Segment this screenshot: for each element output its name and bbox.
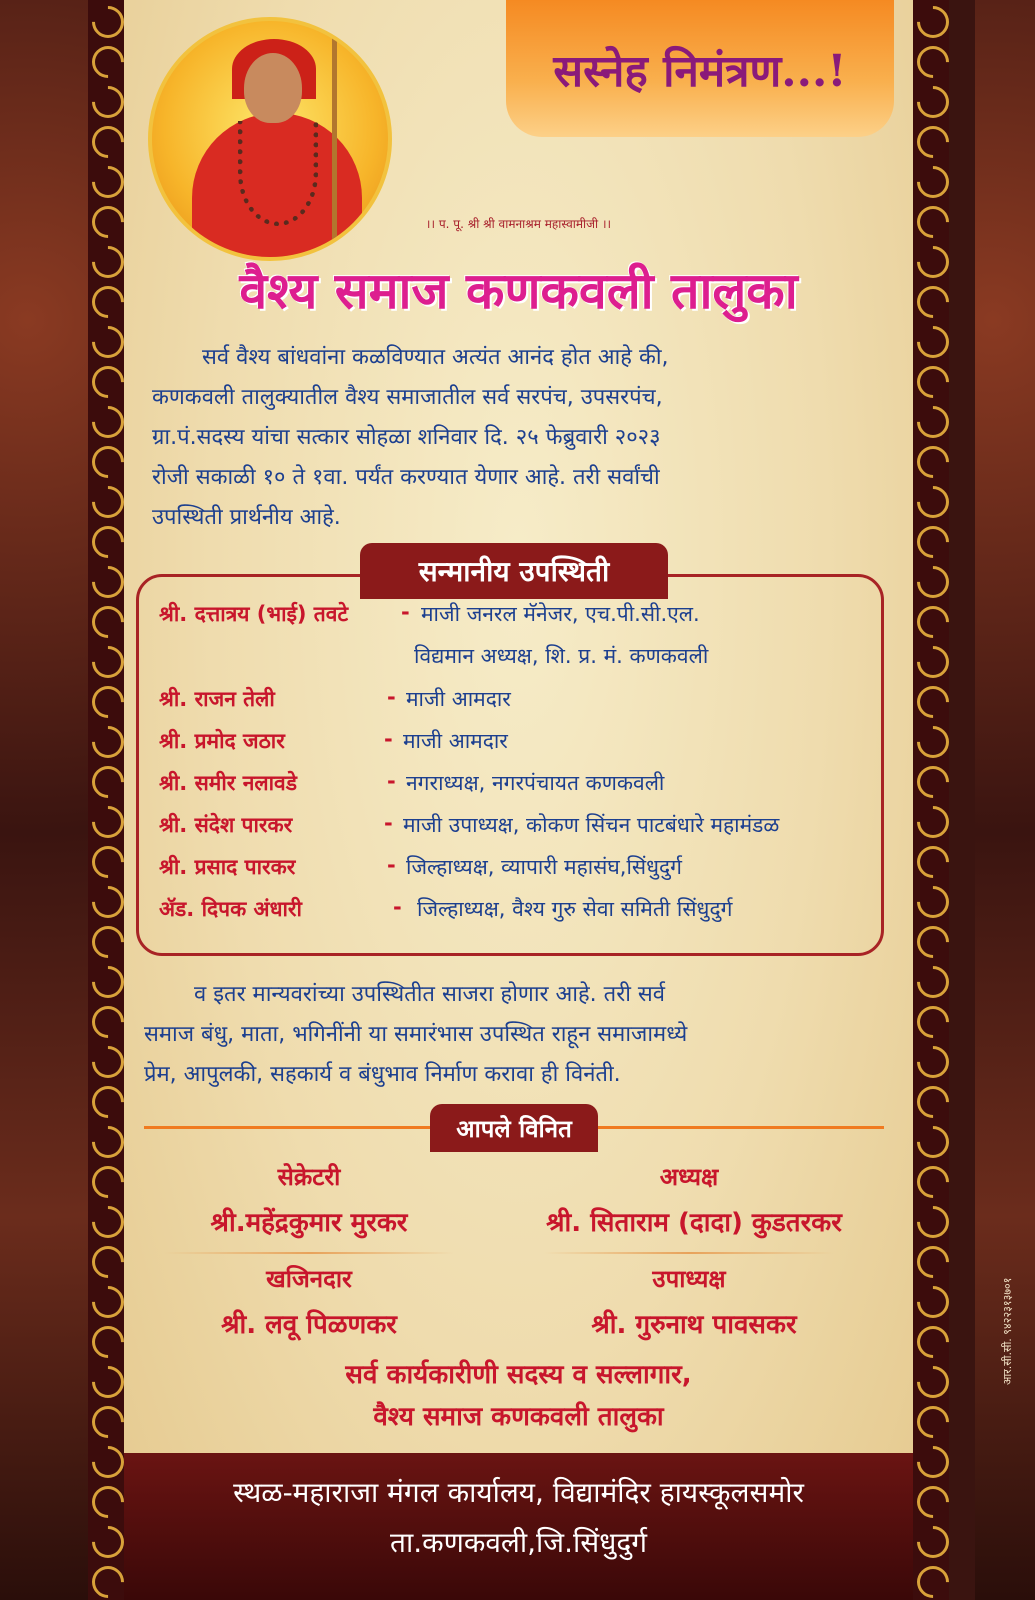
ornament-swirl [88, 279, 124, 324]
treasurer-name: श्री. लवू पिळणकर [221, 1310, 397, 1340]
intro-line: कणकवली तालुक्यातील वैश्य समाजातील सर्व सरपंच, उपसरपंच, [152, 385, 663, 410]
outro-line: प्रेम, आपुलकी, सहकार्य व बंधुभाव निर्माण करावा ही विनंती. [144, 1062, 621, 1087]
org-line: वैश्य समाज कणकवली तालुका [373, 1402, 664, 1432]
regards-heading: आपले विनित [430, 1104, 598, 1152]
ornament-swirl [913, 159, 949, 204]
guest-role: जिल्हाध्यक्ष, वैश्य गुरु सेवा समिती सिंधुदुर्ग [417, 897, 733, 921]
guest-row [159, 853, 889, 893]
ornament-swirl [88, 1559, 124, 1600]
ornament-swirl [913, 399, 949, 444]
invitation-card [124, 0, 913, 1600]
ornament-swirl [913, 1519, 949, 1564]
outro-line: समाज बंधु, माता, भगिनींनी या समारंभास उपस्थित राहून समाजामध्ये [144, 1022, 688, 1047]
divider [164, 1252, 454, 1254]
ornament-swirl [913, 719, 949, 764]
ornament-swirl [913, 879, 949, 924]
ornament-swirl [88, 1119, 124, 1164]
ornament-swirl [88, 799, 124, 844]
intro-line: रोजी सकाळी १० ते १वा. पर्यंत करण्यात येणार आहे. तरी सर्वांची [152, 465, 660, 490]
ornament-swirl [913, 79, 949, 124]
ornament-swirl [88, 439, 124, 484]
guest-dash: - [387, 685, 396, 709]
guest-row [159, 600, 889, 640]
ornament-swirl [913, 1199, 949, 1244]
venue-line: स्थळ-महाराजा मंगल कार्यालय, विद्यामंदिर हायस्कूलसमोर [233, 1476, 804, 1509]
guest-role: माजी आमदार [406, 687, 511, 711]
org-line: सर्व कार्यकारीणी सदस्य व सल्लागार, [345, 1360, 692, 1390]
left-texture [0, 0, 90, 1600]
guest-row-continued [159, 642, 889, 682]
page-title: वैश्य समाज कणकवली तालुका [239, 261, 798, 320]
ornament-swirl [913, 279, 949, 324]
ornament-swirl [913, 479, 949, 524]
ornament-swirl [88, 239, 124, 284]
ornament-swirl [913, 1079, 949, 1124]
guest-role: जिल्हाध्यक्ष, व्यापारी महासंघ,सिंधुदुर्ग [406, 855, 682, 879]
guest-dash: - [387, 769, 396, 793]
ornament-swirl [88, 559, 124, 604]
ornament-swirl [913, 639, 949, 684]
guest-name: श्री. संदेश पारकर [159, 813, 293, 837]
ornament-swirl [88, 919, 124, 964]
guest-role: माजी आमदार [403, 729, 508, 753]
ornament-swirl [913, 679, 949, 724]
secretary-name: श्री.महेंद्रकुमार मुरकर [210, 1208, 408, 1238]
intro-line: उपस्थिती प्रार्थनीय आहे. [152, 505, 341, 530]
face-shape [244, 53, 302, 123]
ornament-swirl [88, 1079, 124, 1124]
ornament-swirl [913, 1559, 949, 1600]
guest-name: ॲड. दिपक अंधारी [159, 897, 302, 921]
venue-banner [124, 1453, 913, 1600]
ornament-swirl [88, 719, 124, 764]
guest-row [159, 727, 889, 767]
ornament-swirl [913, 519, 949, 564]
ornament-swirl [88, 519, 124, 564]
ornament-swirl [913, 919, 949, 964]
ornament-swirl [88, 1159, 124, 1204]
guest-role: विद्यमान अध्यक्ष, शि. प्र. मं. कणकवली [414, 644, 709, 668]
ornament-swirl [88, 999, 124, 1044]
ornament-swirl [88, 1039, 124, 1084]
right-band [949, 0, 975, 1600]
divider-left [144, 1126, 434, 1129]
guest-name: श्री. प्रसाद पारकर [159, 855, 296, 879]
guest-row [159, 895, 889, 935]
treasurer-role: खजिनदार [266, 1265, 352, 1293]
ornament-swirl [88, 959, 124, 1004]
ornament-swirl [913, 1159, 949, 1204]
president-role: अध्यक्ष [659, 1163, 719, 1191]
guest-name: श्री. प्रमोद जठार [159, 729, 285, 753]
guest-dash: - [401, 600, 410, 624]
ornament-swirl [913, 1319, 949, 1364]
guest-dash: - [384, 727, 393, 751]
intro-paragraph [152, 338, 887, 538]
ornament-swirl [88, 1399, 124, 1444]
guest-row [159, 685, 889, 725]
ornament-swirl [88, 1279, 124, 1324]
president-name: श्री. सिताराम (दादा) कुडतरकर [546, 1208, 842, 1238]
ornament-swirl [88, 159, 124, 204]
ornament-swirl [88, 839, 124, 884]
guest-role: नगराध्यक्ष, नगरपंचायत कणकवली [406, 771, 665, 795]
ornament-swirl [913, 1279, 949, 1324]
vp-name: श्री. गुरुनाथ पावसकर [591, 1310, 797, 1340]
guests-heading: सन्मानीय उपस्थिती [360, 543, 668, 599]
intro-line: सर्व वैश्य बांधवांना कळविण्यात अत्यंत आनंद होत आहे की, [202, 345, 669, 370]
guest-dash: - [393, 895, 402, 919]
ornament-swirl [913, 959, 949, 1004]
guest-role: माजी उपाध्यक्ष, कोकण सिंचन पाटबंधारे महामंडळ [403, 813, 780, 837]
ornament-swirl [913, 559, 949, 604]
ornament-swirl [913, 1399, 949, 1444]
guest-name: श्री. समीर नलावडे [159, 771, 297, 795]
guest-row [159, 811, 889, 851]
outro-paragraph [144, 975, 909, 1095]
ornament-swirl [88, 599, 124, 644]
left-ornament-border [88, 0, 124, 1600]
rudraksha-beads [238, 121, 318, 226]
ornament-swirl [88, 0, 124, 45]
ornament-swirl [913, 1039, 949, 1084]
ornament-swirl [913, 799, 949, 844]
intro-line: ग्रा.पं.सदस्य यांचा सत्कार सोहळा शनिवार दि. २५ फेब्रुवारी २०२३ [152, 425, 661, 450]
ornament-swirl [88, 1479, 124, 1524]
divider [544, 1252, 834, 1254]
ornament-swirl [88, 119, 124, 164]
secretary-role: सेक्रेटरी [277, 1163, 341, 1191]
ornament-swirl [913, 119, 949, 164]
ornament-swirl [913, 1479, 949, 1524]
ornament-swirl [88, 79, 124, 124]
ornament-swirl [913, 1239, 949, 1284]
guest-name: श्री. दत्तात्रय (भाई) तवटे [159, 602, 349, 626]
divider-right [594, 1126, 884, 1129]
invite-label: सस्नेह निमंत्रण...! [553, 45, 847, 97]
invite-banner [506, 0, 894, 137]
ornament-swirl [913, 359, 949, 404]
ornament-swirl [913, 1439, 949, 1484]
side-code: आर.सी.सी. ९४२२३१३७०१ [1001, 1277, 1014, 1385]
ornament-swirl [88, 679, 124, 724]
guest-dash: - [384, 811, 393, 835]
ornament-swirl [913, 39, 949, 84]
guest-dash: - [387, 853, 396, 877]
ornament-swirl [913, 319, 949, 364]
ornament-swirl [88, 1359, 124, 1404]
ornament-swirl [88, 879, 124, 924]
ornament-swirl [88, 1199, 124, 1244]
outro-line: व इतर मान्यवरांच्या उपस्थितीत साजरा होणार आहे. तरी सर्व [194, 982, 665, 1007]
ornament-swirl [913, 439, 949, 484]
guru-caption: ।। प. पू. श्री श्री वामनाश्रम महास्वामीजी ।। [425, 217, 612, 231]
ornament-swirl [88, 479, 124, 524]
vp-role: उपाध्यक्ष [652, 1265, 726, 1293]
ornament-swirl [88, 199, 124, 244]
ornament-swirl [88, 759, 124, 804]
guest-role: माजी जनरल मॅनेजर, एच.पी.सी.एल. [421, 602, 700, 626]
right-ornament-border [913, 0, 949, 1600]
ornament-swirl [913, 1359, 949, 1404]
ornament-swirl [88, 639, 124, 684]
guest-name: श्री. राजन तेली [159, 687, 275, 711]
ornament-swirl [88, 1319, 124, 1364]
ornament-swirl [913, 0, 949, 45]
ornament-swirl [88, 1439, 124, 1484]
ornament-swirl [88, 1239, 124, 1284]
ornament-swirl [913, 759, 949, 804]
ornament-swirl [88, 1519, 124, 1564]
ornament-swirl [88, 39, 124, 84]
ornament-swirl [88, 399, 124, 444]
ornament-swirl [913, 239, 949, 284]
ornament-swirl [913, 199, 949, 244]
ornament-swirl [913, 999, 949, 1044]
ornament-swirl [913, 1119, 949, 1164]
venue-line: ता.कणकवली,जि.सिंधुदुर्ग [389, 1526, 648, 1559]
ornament-swirl [88, 319, 124, 364]
ornament-swirl [913, 599, 949, 644]
ornament-swirl [913, 839, 949, 884]
ornament-swirl [88, 359, 124, 404]
guest-row [159, 769, 889, 809]
